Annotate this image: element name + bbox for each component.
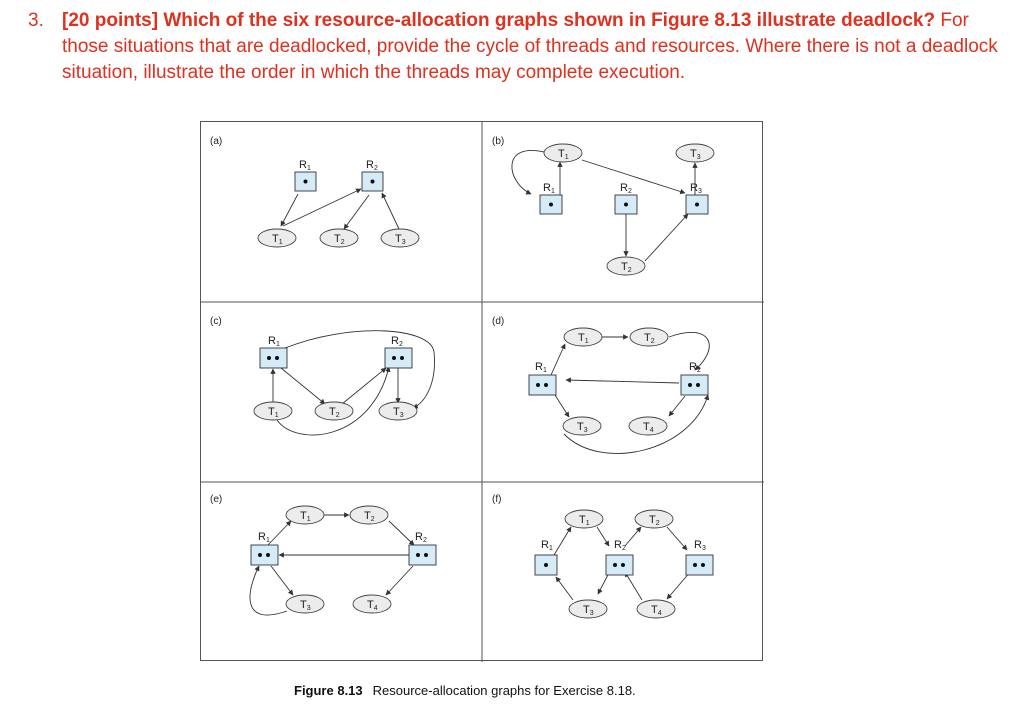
question-number: 3. <box>28 10 44 31</box>
panel-d-label: (d) <box>492 316 505 327</box>
label-e-t3: T3 <box>300 599 311 612</box>
resource-allocation-graphs <box>201 122 764 662</box>
label-f-r3: R3 <box>694 539 706 552</box>
instance-dot <box>613 563 617 567</box>
instance-dot <box>621 563 625 567</box>
instance-dot <box>275 356 279 360</box>
label-f-t3: T3 <box>583 604 594 617</box>
instance-dot <box>258 553 262 557</box>
panel-c <box>210 316 434 435</box>
label-f-t1: T1 <box>579 514 590 527</box>
edge-e-t3-r1 <box>250 566 287 615</box>
node-e-r2 <box>409 545 436 565</box>
edge-f-t2-r3 <box>667 527 687 550</box>
instance-dot <box>688 383 692 387</box>
edge-a-r2-t2 <box>344 195 369 229</box>
node-d-r1 <box>529 375 556 395</box>
edge-e-t2-r2 <box>389 521 414 545</box>
panel-d <box>492 316 709 453</box>
edge-e-r1-t1 <box>268 521 291 545</box>
label-a-r1: R1 <box>299 159 311 172</box>
label-c-r2: R2 <box>391 335 403 348</box>
instance-dot <box>371 180 375 184</box>
label-c-t3: T3 <box>393 406 404 419</box>
instance-dot <box>266 553 270 557</box>
panel-e-label: (e) <box>210 494 223 505</box>
edge-b-t2-r3 <box>645 214 688 261</box>
panel-e <box>210 494 436 615</box>
figure-8-13 <box>200 121 763 661</box>
instance-dot <box>549 203 553 207</box>
label-a-t3: T3 <box>395 233 406 246</box>
edge-f-t1-r2 <box>597 527 609 546</box>
instance-dot <box>536 383 540 387</box>
instance-dot <box>392 356 396 360</box>
instance-dot <box>695 203 699 207</box>
instance-dot <box>416 553 420 557</box>
edge-a-r1-t1 <box>281 194 298 226</box>
instance-dot <box>544 563 548 567</box>
label-b-r1: R1 <box>543 182 555 195</box>
label-d-t3: T3 <box>577 421 588 434</box>
caption-text: Resource-allocation graphs for Exercise 8.18. <box>372 683 636 698</box>
label-c-t1: T1 <box>268 406 279 419</box>
edge-c-r1-t2 <box>281 368 325 404</box>
label-b-r2: R2 <box>620 182 632 195</box>
edge-d-r1-t3 <box>555 395 569 417</box>
node-c-r2 <box>385 348 412 368</box>
label-f-r1: R1 <box>541 539 553 552</box>
edge-b-t1-r3 <box>582 160 685 193</box>
edge-b-t1-r1 <box>512 150 544 194</box>
panel-f <box>492 494 713 618</box>
panel-b <box>492 136 714 275</box>
label-c-r1: R1 <box>268 335 280 348</box>
node-e-r1 <box>251 545 278 565</box>
edge-d-r2-r1 <box>566 380 679 383</box>
node-f-r3 <box>686 555 713 575</box>
edge-f-r2-t2 <box>625 527 641 546</box>
label-d-t2: T2 <box>644 332 655 345</box>
label-d-t4: T4 <box>643 421 654 434</box>
label-f-t4: T4 <box>651 604 662 617</box>
caption-label: Figure 8.13 <box>294 683 363 698</box>
edge-a-t1-r2 <box>283 189 361 226</box>
edge-e-r1-t3 <box>271 566 293 595</box>
instance-dot <box>693 563 697 567</box>
label-c-t2: T2 <box>329 406 340 419</box>
label-e-r1: R1 <box>258 531 270 544</box>
instance-dot <box>701 563 705 567</box>
label-a-r2: R2 <box>366 159 378 172</box>
panel-b-label: (b) <box>492 136 505 147</box>
instance-dot <box>624 203 628 207</box>
instance-dot <box>424 553 428 557</box>
label-a-t2: T2 <box>334 233 345 246</box>
instance-dot <box>400 356 404 360</box>
label-b-t2: T2 <box>621 261 632 274</box>
edge-d-r1-t1 <box>551 344 565 375</box>
edge-c-r1-t3 <box>285 331 434 408</box>
panel-a <box>210 136 419 247</box>
question-text <box>62 8 1008 86</box>
label-f-r2: R2 <box>614 539 626 552</box>
label-e-t4: T4 <box>367 599 378 612</box>
label-d-r1: R1 <box>535 361 547 374</box>
edge-d-r2-t4 <box>669 396 685 416</box>
label-b-r3: R3 <box>690 182 702 195</box>
instance-dot <box>304 180 308 184</box>
node-c-r1 <box>260 348 287 368</box>
question-bold-text: [20 points] Which of the six resource-allocation graphs shown in Figure 8.13 illustrate deadlock? <box>62 10 936 31</box>
panel-c-label: (c) <box>210 316 222 327</box>
edge-f-t4-r2 <box>625 572 642 600</box>
panel-f-label: (f) <box>492 494 502 505</box>
label-e-t1: T1 <box>300 510 311 523</box>
question-rest-text: For those situations that are deadlocked, provide the cycle of threads and resources. Where there is not a deadlock situation, illustrate the order in which the threads may complete execution. <box>62 10 998 83</box>
edge-c-t1-r2 <box>277 367 389 435</box>
instance-dot <box>696 383 700 387</box>
edge-f-r1-t1 <box>554 527 571 555</box>
label-e-r2: R2 <box>415 531 427 544</box>
label-f-t2: T2 <box>649 514 660 527</box>
label-a-t1: T1 <box>272 233 283 246</box>
instance-dot <box>267 356 271 360</box>
node-d-r2 <box>681 375 708 395</box>
node-f-r2 <box>606 555 633 575</box>
figure-caption <box>294 683 636 698</box>
label-b-t1: T1 <box>558 148 569 161</box>
edge-e-r2-t4 <box>386 566 413 595</box>
label-d-r2: R2 <box>689 361 701 374</box>
label-d-t1: T1 <box>578 332 589 345</box>
panel-a-label: (a) <box>210 136 223 147</box>
edge-f-t3-r1 <box>556 577 573 600</box>
edge-c-t2-r2 <box>342 368 386 404</box>
label-e-t2: T2 <box>364 510 375 523</box>
label-b-t3: T3 <box>690 148 701 161</box>
instance-dot <box>544 383 548 387</box>
edge-a-t3-r2 <box>382 193 399 229</box>
